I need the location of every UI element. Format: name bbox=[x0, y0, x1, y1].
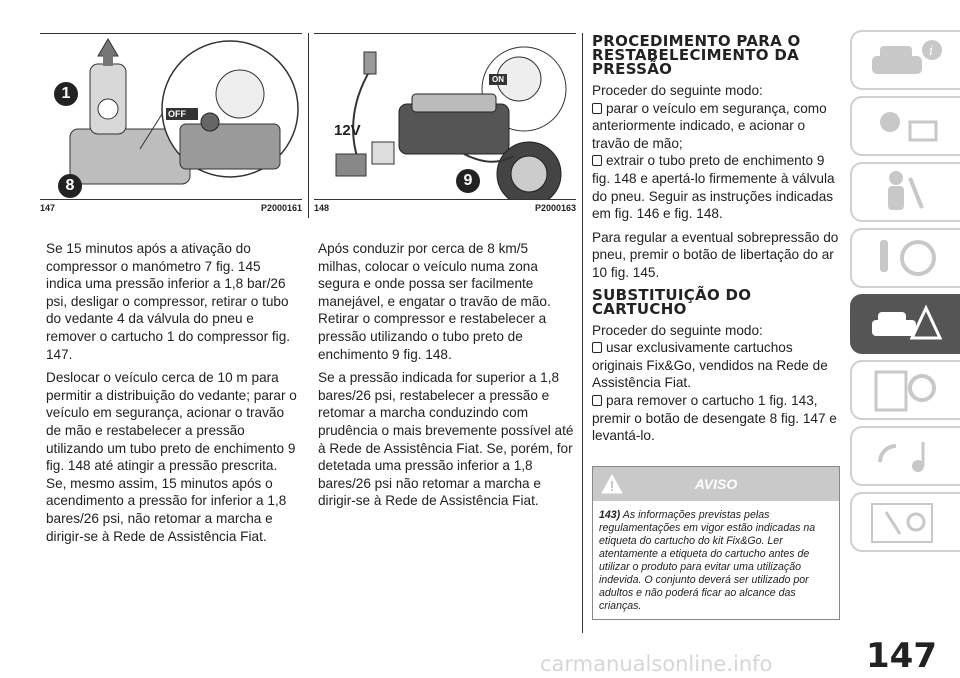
bullet-item: parar o veículo em segurança, como anteriormente indicado, e acionar o travão de mão; bbox=[592, 100, 827, 151]
compressor-tire-illustration bbox=[314, 34, 576, 199]
tab-key-steering[interactable] bbox=[850, 228, 960, 288]
key-steering-icon bbox=[866, 234, 946, 284]
tab-multimedia[interactable] bbox=[850, 426, 960, 486]
svg-text:i: i bbox=[929, 44, 934, 59]
bullet-item: usar exclusivamente cartuchos originais Fix&Go, vendidos na Rede de Assistência Fiat. bbox=[592, 340, 828, 391]
paragraph: Se a pressão indicada for superior a 1,8 bares/26 psi, restabelecer a pressão e retomar a marcha conduzindo com prudência o mais brevemente possível até à Rede de Assistência Fiat. Se, porém, for detetada uma pressão inferior a 1,8 bares/26 psi não retomar a marcha e dirigir-se à Rede de Assistência Fiat. bbox=[318, 370, 574, 509]
bullet-box-icon bbox=[592, 103, 602, 114]
bullet-box-icon bbox=[592, 342, 602, 353]
on-label: ON bbox=[489, 74, 507, 85]
bullet-item: para remover o cartucho 1 fig. 143, premir o botão de desengate 8 fig. 147 e levantá-lo. bbox=[592, 392, 837, 444]
car-emergency-icon bbox=[866, 300, 946, 350]
figure-code: P2000163 bbox=[534, 203, 576, 213]
column-3 bbox=[592, 28, 839, 451]
column-1 bbox=[46, 240, 298, 551]
callout-1: 1 bbox=[54, 82, 78, 106]
column-divider bbox=[308, 33, 309, 218]
paragraph: Se 15 minutos após a ativação do compressor o manómetro 7 fig. 145 indica uma pressão inferior a 1,8 bar/26 psi, desligar o compressor, retirar o tubo do vedante 4 da válvula do pneu e remover o cartucho 1 do compressor fig. 147. bbox=[46, 241, 291, 362]
warning-text bbox=[593, 501, 839, 619]
figure-147 bbox=[40, 33, 302, 200]
off-label: OFF bbox=[168, 109, 186, 119]
warning-body: As informações previstas pelas regulamentações em vigor estão indicadas na etiqueta do cartucho do kit Fix&Go. Ler atentamente a etiqueta do cartucho antes de utilizar o produto para evitar uma utilização indevida. O conjunto deverá ser utilizado por adultos e não poderá ficar ao alcance das crianças. bbox=[599, 509, 816, 612]
tab-seat-airbag[interactable] bbox=[850, 162, 960, 222]
page-number: 147 bbox=[866, 636, 937, 676]
bullet-box-icon bbox=[592, 395, 602, 406]
callout-9: 9 bbox=[456, 169, 480, 193]
figure-code: P2000161 bbox=[260, 203, 302, 213]
paragraph: Proceder do seguinte modo: bbox=[592, 322, 763, 338]
paragraph: Após conduzir por cerca de 8 km/5 milhas, colocar o veículo numa zona segura e onde possa ser facilmente manejável, e engatar o travão de mão. Retirar o compressor e restabelecer a pressão utilizando o tubo preto de enchimento 9 fig. 148. bbox=[318, 241, 551, 362]
seat-airbag-icon bbox=[866, 168, 946, 218]
column-2 bbox=[318, 240, 574, 516]
maintenance-icon bbox=[866, 366, 946, 416]
tab-car-info[interactable] bbox=[850, 30, 960, 90]
section-heading: SUBSTITUIÇÃO DO CARTUCHO bbox=[592, 285, 752, 318]
warning-header bbox=[593, 467, 839, 501]
tab-car-emergency[interactable] bbox=[850, 294, 960, 354]
warning-box bbox=[592, 466, 840, 620]
multimedia-icon bbox=[866, 432, 946, 482]
index-letters-icon bbox=[866, 498, 946, 548]
paragraph: Para regular a eventual sobrepressão do pneu, premir o botão de libertação do ar 10 fig. 145. bbox=[592, 229, 839, 280]
tab-index[interactable] bbox=[850, 492, 960, 552]
section-heading: PROCEDIMENTO PARA O RESTABELECIMENTO DA PRESSÃO bbox=[592, 32, 801, 78]
bullet-item: extrair o tubo preto de enchimento 9 fig. 148 e apertá-lo firmemente à válvula do pneu. Seguir as instruções indicadas em fig. 146 e fig. 148. bbox=[592, 153, 835, 222]
tab-maintenance[interactable] bbox=[850, 360, 960, 420]
warning-title: AVISO bbox=[694, 476, 738, 492]
figure-number: 148 bbox=[314, 203, 330, 213]
figure-number: 147 bbox=[40, 203, 56, 213]
watermark: carmanualsonline.info bbox=[540, 652, 773, 676]
warning-lights-icon bbox=[866, 102, 946, 152]
warning-number: 143) bbox=[599, 509, 621, 521]
callout-8: 8 bbox=[58, 174, 82, 198]
figure-148 bbox=[314, 33, 576, 200]
car-info-icon bbox=[866, 36, 946, 86]
tab-warning-lights[interactable] bbox=[850, 96, 960, 156]
column-divider bbox=[582, 33, 583, 633]
bullet-box-icon bbox=[592, 155, 602, 166]
label-12v: 12V bbox=[334, 122, 361, 139]
paragraph: Deslocar o veículo cerca de 10 m para permitir a distribuição do vedante; parar o veículo em segurança, acionar o travão de mão e restabelecer a pressão utilizando um tubo preto de enchimento 9 fig. 148 até atingir a pressão prescrita. Se, mesmo assim, 15 minutos após o acendimento a pressão for inferior a 1,8 bares/26 psi, não retomar a marcha e dirigir-se à Rede de Assistência Fiat. bbox=[46, 370, 297, 544]
paragraph: Proceder do seguinte modo: bbox=[592, 83, 763, 98]
